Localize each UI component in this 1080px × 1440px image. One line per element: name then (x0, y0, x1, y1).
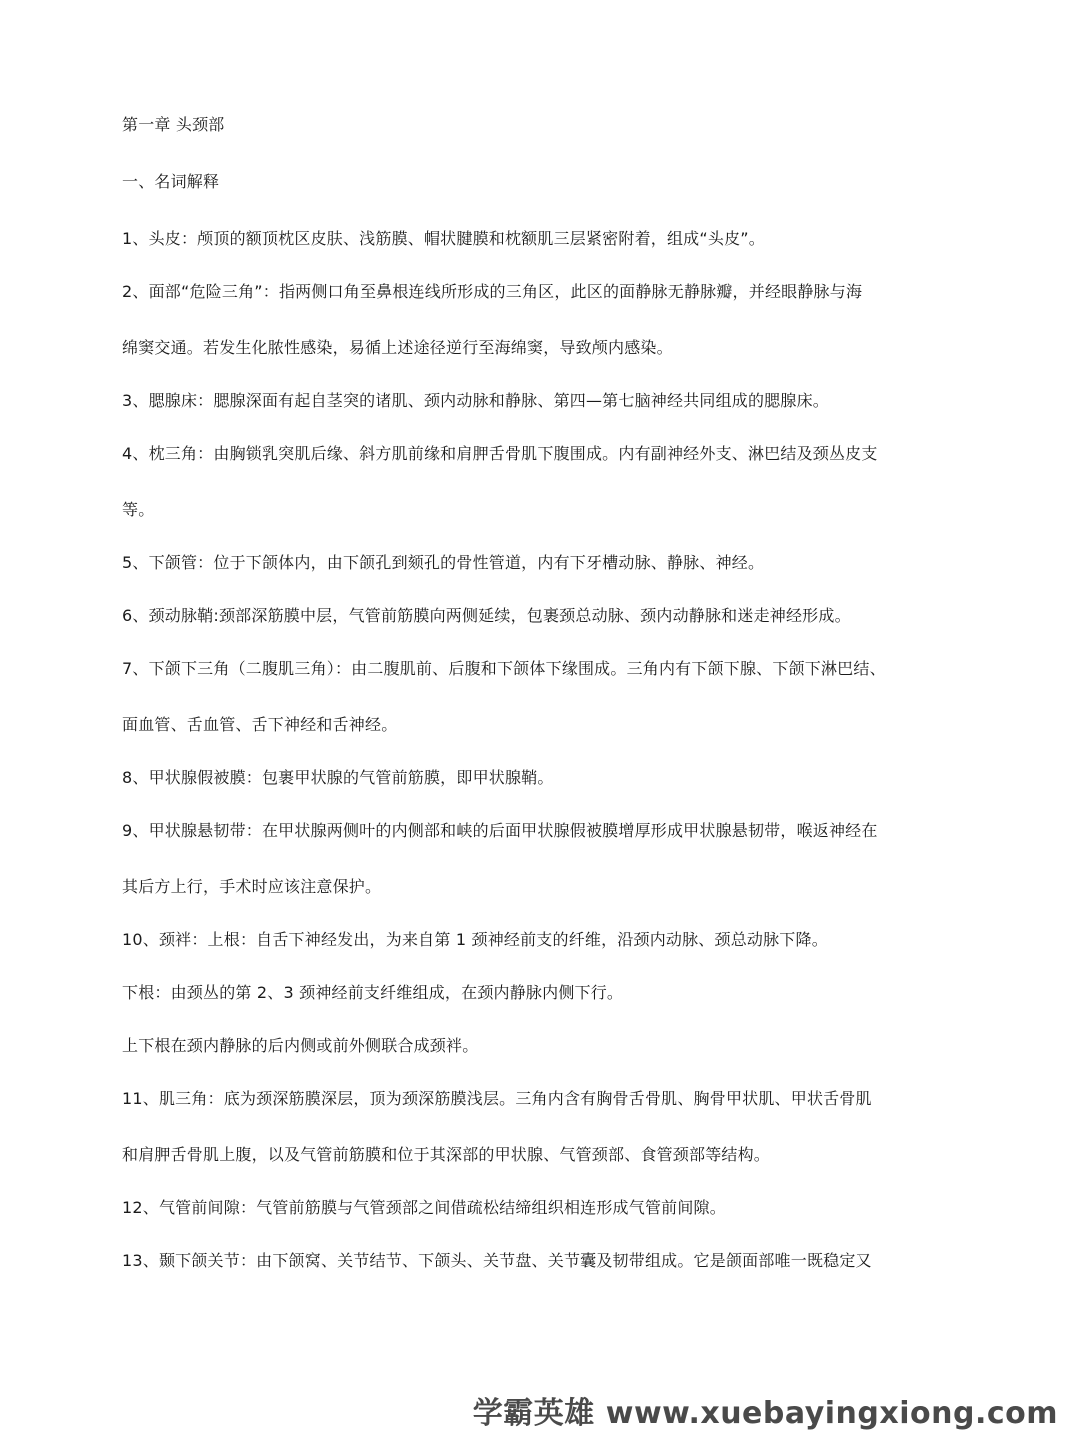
term-5-line: 5、下颌管：位于下颌体内，由下颌孔到颏孔的骨性管道，内有下牙槽动脉、静脉、神经。 (122, 553, 765, 572)
site-watermark: 学霸英雄 www.xuebayingxiong.com (472, 1396, 1058, 1431)
term-1-line: 1、头皮：颅顶的额顶枕区皮肤、浅筋膜、帽状腱膜和枕额肌三层紧密附着，组成“头皮”。 (122, 229, 765, 248)
chapter-title: 第一章 头颈部 (122, 115, 225, 134)
term-7-line-1: 7、下颌下三角（二腹肌三角）：由二腹肌前、后腹和下颌体下缘围成。三角内有下颌下腺、下颌下淋巴结、 (122, 659, 886, 678)
term-2-line-1: 2、面部“危险三角”：指两侧口角至鼻根连线所形成的三角区，此区的面静脉无静脉瓣，并经眼静脉与海 (122, 282, 863, 301)
term-4-line-1: 4、枕三角：由胸锁乳突肌后缘、斜方肌前缘和肩胛舌骨肌下腹围成。内有副神经外支、淋巴结及颈丛皮支 (122, 444, 878, 463)
term-11-line-2: 和肩胛舌骨肌上腹，以及气管前筋膜和位于其深部的甲状腺、气管颈部、食管颈部等结构。 (122, 1145, 771, 1164)
section-title: 一、名词解释 (122, 172, 220, 191)
term-6-line: 6、颈动脉鞘:颈部深筋膜中层，气管前筋膜向两侧延续，包裹颈总动脉、颈内动静脉和迷走神经形成。 (122, 606, 851, 625)
document-page (122, 112, 962, 1274)
term-10-line-3: 上下根在颈内静脉的后内侧或前外侧联合成颈袢。 (122, 1036, 479, 1055)
term-10-line-2: 下根：由颈丛的第 2、3 颈神经前支纤维组成，在颈内静脉内侧下行。 (122, 983, 624, 1002)
term-9-line-2: 其后方上行，手术时应该注意保护。 (122, 877, 382, 896)
term-11-line-1: 11、肌三角：底为颈深筋膜深层，顶为颈深筋膜浅层。三角内含有胸骨舌骨肌、胸骨甲状肌、甲状舌骨肌 (122, 1089, 872, 1108)
term-13-line-1: 13、颞下颌关节：由下颌窝、关节结节、下颌头、关节盘、关节囊及韧带组成。它是颌面部唯一既稳定又 (122, 1251, 872, 1270)
term-3-line: 3、腮腺床：腮腺深面有起自茎突的诸肌、颈内动脉和静脉、第四—第七脑神经共同组成的腮腺床。 (122, 391, 829, 410)
term-12-line: 12、气管前间隙：气管前筋膜与气管颈部之间借疏松结缔组织相连形成气管前间隙。 (122, 1198, 726, 1217)
term-10-line-1: 10、颈袢：上根：自舌下神经发出，为来自第 1 颈神经前支的纤维，沿颈内动脉、颈总动脉下降。 (122, 930, 828, 949)
term-9-line-1: 9、甲状腺悬韧带：在甲状腺两侧叶的内侧部和峡的后面甲状腺假被膜增厚形成甲状腺悬韧带，喉返神经在 (122, 821, 878, 840)
term-4-line-2: 等。 (122, 500, 155, 519)
term-8-line: 8、甲状腺假被膜：包裹甲状腺的气管前筋膜，即甲状腺鞘。 (122, 768, 554, 787)
term-2-line-2: 绵窦交通。若发生化脓性感染，易循上述途径逆行至海绵窦，导致颅内感染。 (122, 338, 673, 357)
term-7-line-2: 面血管、舌血管、舌下神经和舌神经。 (122, 715, 398, 734)
